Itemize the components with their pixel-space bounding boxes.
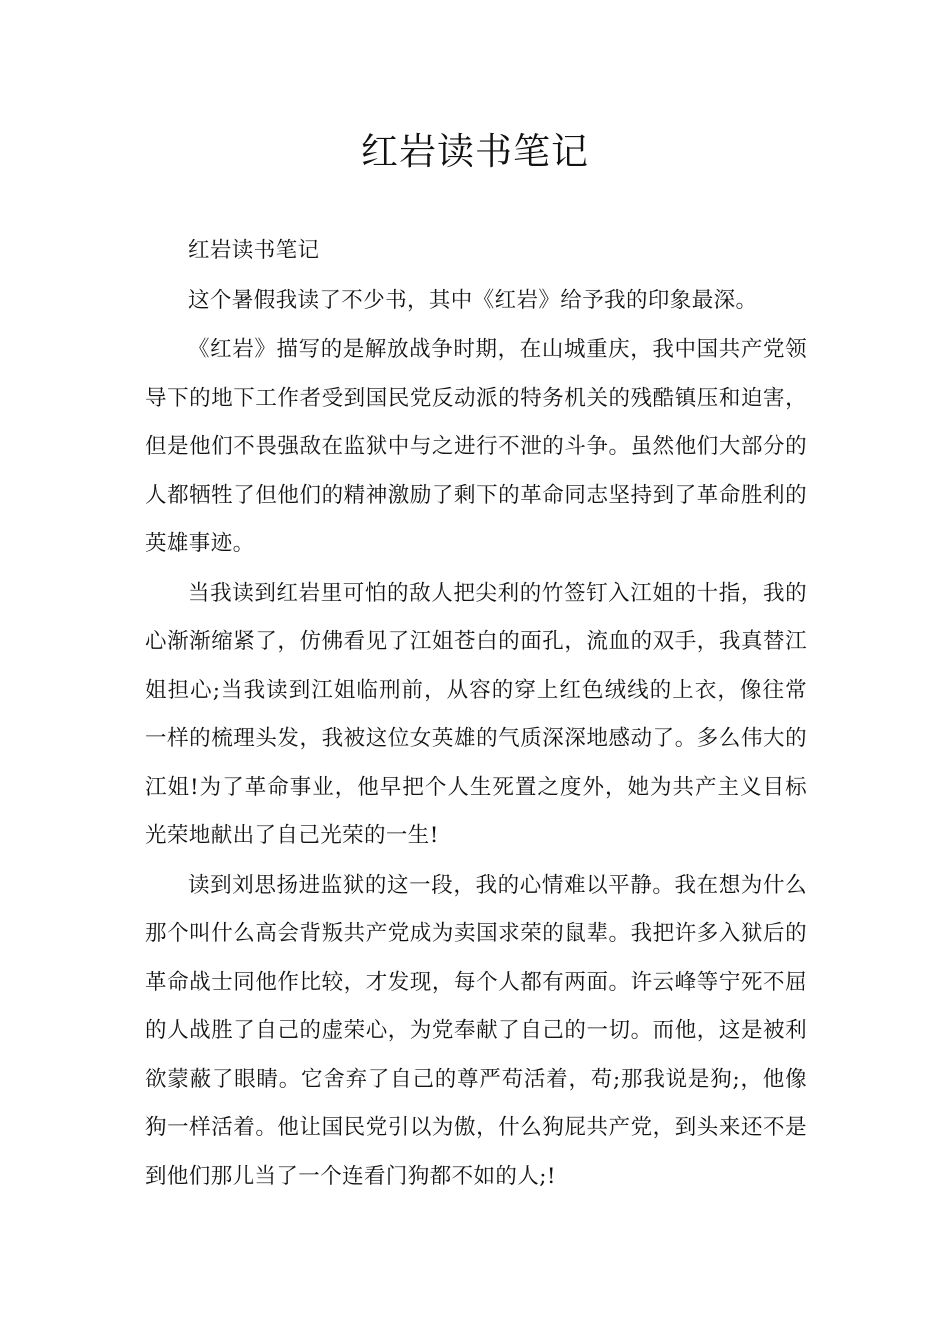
paragraph-jiangjie: 当我读到红岩里可怕的敌人把尖利的竹签钉入江姐的十指，我的心渐渐缩紧了，仿佛看见了江姐苍白的面孔，流血的双手，我真替江姐担心;当我读到江姐临刑前，从容的穿上红色绒线的上衣，像往常一样的梳理头发，我被这位女英雄的气质深深地感动了。多么伟大的江姐!为了革命事业，他早把个人生死置之度外，她为共产主义目标光荣地献出了自己光荣的一生!	[145, 580, 807, 848]
paragraph-summary: 《红岩》描写的是解放战争时期，在山城重庆，我中国共产党领导下的地下工作者受到国民党反动派的特务机关的残酷镇压和迫害，但是他们不畏强敌在监狱中与之进行不泄的斗争。虽然他们大部分的人都牺牲了但他们的精神激励了剩下的革命同志坚持到了革命胜利的英雄事迹。	[145, 337, 807, 556]
document-body	[145, 227, 807, 1201]
document-title: 红岩读书笔记	[361, 130, 589, 173]
paragraph-subtitle: 红岩读书笔记	[188, 238, 320, 263]
paragraph-intro: 这个暑假我读了不少书，其中《红岩》给予我的印象最深。	[188, 287, 758, 313]
paragraph-liusiyang: 读到刘思扬进监狱的这一段，我的心情难以平静。我在想为什么那个叫什么高会背叛共产党成为卖国求荣的鼠辈。我把许多入狱后的革命战士同他作比较，才发现，每个人都有两面。许云峰等宁死不屈的人战胜了自己的虚荣心，为党奉献了自己的一切。而他，这是被利欲蒙蔽了眼睛。它舍弃了自己的尊严苟活着，苟;那我说是狗;，他像狗一样活着。他让国民党引以为傲，什么狗屁共产党，到头来还不是到他们那儿当了一个连看门狗都不如的人;!	[145, 872, 807, 1189]
